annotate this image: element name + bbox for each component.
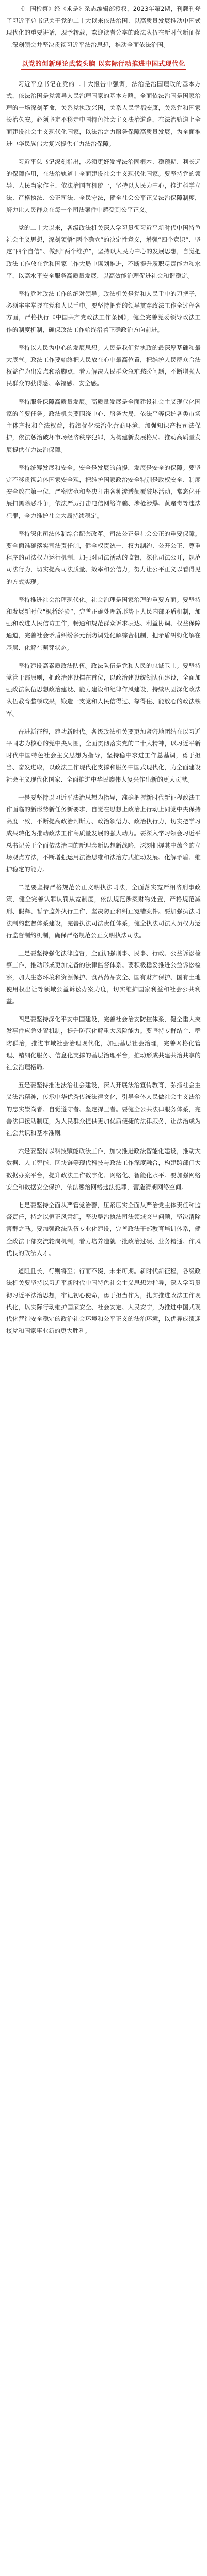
body-paragraph-6: 坚持服务保障高质量发展。高质量发展是全面建设社会主义现代化国家的首要任务。政法机关要围绕中心、服务大局，依法平等保护各类市场主体产权和合法权益，持续优化法治化营商环境，加强知识产权司法保护，依法惩治破坏市场经济秩序犯罪，为构建新发展格局、推动高质量发展提供有力法治保障。 — [6, 398, 201, 453]
body-paragraph-3: 党的二十大以来，各级政法机关深入学习贯彻习近平新时代中国特色社会主义思想，深刻领悟“两个确立”的决定性意义，增强“四个意识”、坚定“四个自信”、做到“两个维护”，坚持以人民为中心的发展思想，自觉把政法工作放在党和国家工作大局中谋划推进，不断提升履职尽责能力和水平，以高水平安全服务高质量发展，以高效能治理促进社会和谐稳定。 — [6, 224, 201, 279]
body-paragraph-11: 奋进新征程，建功新时代。各级政法机关要更加紧密地团结在以习近平同志为核心的党中央周围，全面贯彻落实党的二十大精神，以习近平新时代中国特色社会主义思想为指导，坚持稳中求进工作总基调，勇于担当、奋发进取，以政法工作现代化支撑和服务中国式现代化，为全面建设社会主义现代化国家、全面推进中华民族伟大复兴作出新的更大贡献。 — [6, 727, 201, 783]
body-paragraph-17: 六是要坚持以科技赋能政法工作，加快推进政法智能化建设，推动大数据、人工智能、区块链等现代科技与政法工作深度融合，构建跨部门大数据办案平台，提升政法工作数字化、网络化、智能化水平。要加强网络安全和数据安全保护，依法惩治网络违法犯罪，营造清朗网络空间。 — [6, 1147, 201, 1191]
body-paragraph-13: 二是要坚持严格规范公正文明执法司法，全面落实宽严相济刑事政策，健全完善认罪认罚从宽制度，依法规范涉案财物处置，严格规范减刑、假释、暂予监外执行工作，坚决防止和纠正冤错案件。要加强执法司法制约监督体系建设，完善执法司法责任体系，健全执法司法人员权力运行监督制约机制，确保严格规范公正文明执法司法。 — [6, 884, 201, 939]
body-paragraph-2: 习近平总书记深刻指出，必须更好发挥法治固根本、稳预期、利长远的保障作用，在法治轨道上全面建设社会主义现代化国家。要坚持党的领导、人民当家作主、依法治国有机统一，坚持以人民为中心，推进科学立法、严格执法、公正司法、全民守法，健全社会公平正义法治保障制度，努力让人民群众在每一个司法案件中感受到公平正义。 — [6, 158, 201, 213]
body-paragraph-4: 坚持党对政法工作的绝对领导。政法机关是党和人民手中的刀把子，必须牢牢掌握在党和人民手中。要坚持把党的领导贯穿政法工作全过程各方面，严格执行《中国共产党政法工作条例》，健全完善党委领导政法工作的制度机制，确保政法工作始终沿着正确政治方向前进。 — [6, 290, 201, 333]
body-paragraph-8: 坚持深化司法体制综合配套改革。司法公正是社会公正的重要保障。要全面准确落实司法责任制，健全权责统一、权力制约、公开公正、尊重程序的司法权力运行机制，加强对司法活动的监督，深化司法公开，规范司法行为，切实提高司法质量、效率和公信力，努力让公平正义以看得见的方式实现。 — [6, 530, 201, 585]
body-paragraph-7: 坚持统筹发展和安全。安全是发展的前提，发展是安全的保障。要坚定不移贯彻总体国家安全观，把维护国家政治安全特别是政权安全、制度安全放在第一位，严密防范和坚决打击各种渗透颠覆破坏活动，常态化开展扫黑除恶斗争，依法严厉打击电信网络诈骗、涉枪涉爆、黄赌毒等违法犯罪，全力维护社会大局持续稳定。 — [6, 464, 201, 519]
body-paragraph-12: 一是要坚持以习近平法治思想为指导，准确把握新时代新征程政法工作面临的新形势新任务新要求，自觉在思想上政治上行动上同党中央保持高度一致，不断提高政治判断力、政治领悟力、政治执行力，切实把学习成果转化为推动政法工作高质量发展的强大动力。要深入学习领会习近平总书记关于全面依法治国的新理念新思想新战略，深刻把握其中蕴含的立场观点方法，不断增强运用法治思维和法治方式推动发展、化解矛盾、维护稳定的能力。 — [6, 793, 201, 873]
body-paragraph-5: 坚持以人民为中心的发展思想。人民是我们党执政的最深厚基础和最大底气。政法工作要始终把人民放在心中最高位置，把维护人民群众合法权益作为出发点和落脚点，着力解决人民群众急难愁盼问题，不断增强人民群众的获得感、幸福感、安全感。 — [6, 344, 201, 387]
body-paragraph-14: 三是要坚持强化法律监督，全面加强刑事、民事、行政、公益诉讼检察工作，推动形成更加完备的法律监督体系。要积极稳妥推进公益诉讼检察，加大生态环境和资源保护、食品药品安全、国有财产保护、国有土地使用权出让等领域公益诉讼办案力度，切实维护国家利益和社会公共利益。 — [6, 950, 201, 1005]
body-paragraph-9: 坚持推进社会治理现代化。社会治理是国家治理的重要方面。要坚持和发展新时代“枫桥经验”，完善正确处理新形势下人民内部矛盾机制，加强和改进人民信访工作，畅通和规范群众诉求表达、利益协调、权益保障通道，完善社会矛盾纠纷多元预防调处化解综合机制，把矛盾纠纷化解在基层、化解在萌芽状态。 — [6, 596, 201, 651]
body-paragraph-10: 坚持建设高素质政法队伍。政法队伍是党和人民的忠诚卫士。要坚持党管干部原则，把政治建设摆在首位，以政治建设统领队伍建设，全面加强政法队伍思想政治建设、能力建设和纪律作风建设，持续巩固深化政法队伍教育整顿成果，锻造一支党和人民信得过、靠得住、能放心的政法铁军。 — [6, 662, 201, 717]
section-heading: 以党的创新理论武装头脑 以实际行动推进中国式现代化 — [21, 59, 186, 70]
section-heading-wrap — [6, 58, 201, 70]
body-paragraph-15: 四是要坚持深化平安中国建设，完善社会治安防控体系，健全重大突发事件应急处置机制，提升防范化解重大风险能力。要坚持专群结合、群防群治，推进市域社会治理现代化，加强基层社会治理，完善网格化管理、精细化服务、信息化支撑的基层治理平台，推动形成共建共治共享的社会治理格局。 — [6, 1015, 201, 1071]
body-paragraph-1: 习近平总书记在党的二十大报告中强调，法治是治国理政的基本方式，依法治国是党领导人民治理国家的基本方略。全面依法治国是国家治理的一场深刻革命，关系党执政兴国，关系人民幸福安康，关系党和国家长治久安。必须坚定不移走中国特色社会主义法治道路，在法治轨道上全面建设社会主义现代化国家，以法治之力服务保障高质量发展，为全面推进中华民族伟大复兴提供有力法治保障。 — [6, 80, 201, 147]
body-paragraph-19: 道阻且长，行则将至；行而不辍，未来可期。新时代新征程，各级政法机关要坚持以习近平新时代中国特色社会主义思想为指导，深入学习贯彻习近平法治思想，牢记初心使命，勇于担当作为，扎实推进政法工作现代化，以实际行动维护国家安全、社会安定、人民安宁，为推进中国式现代化营造安全稳定的政治社会环境和公平正义的法治环境，以优异成绩迎接党和国家事业新的更大胜利。 — [6, 1267, 201, 1335]
body-paragraph-18: 七是要坚持全面从严管党治警，压紧压实全面从严治党主体责任和监督责任，持之以恒正风肃纪，坚决整治执法司法领域突出问题，坚决清除害群之马。要加强政法队伍专业化建设，完善政法干部教育培训体系，健全政法干部交流轮岗机制，着力培养造就一批政治过硬、业务精通、作风优良的政法人才。 — [6, 1201, 201, 1257]
body-paragraph-16: 五是要坚持推进法治社会建设，深入开展法治宣传教育，弘扬社会主义法治精神，传承中华优秀传统法律文化，引导全体人民做社会主义法治的忠实崇尚者、自觉遵守者、坚定捍卫者。要健全公共法律服务体系，完善法律援助制度，为人民群众提供更加优质便捷的法律服务，让法治成为社会共识和基本准则。 — [6, 1081, 201, 1137]
intro-paragraph: 《中国检察》经《求是》杂志编辑部授权，2023年第2期，刊载刊登了习近平总书记关于党的二十大以来依法治国、以高质量发展推动中国式现代化的重要讲话，现予转载，欢迎读者分享的政法队伍在新时代新征程上深刻领会并坚决贯彻习近平法治思想，推动全面依法治国。 — [6, 5, 201, 48]
